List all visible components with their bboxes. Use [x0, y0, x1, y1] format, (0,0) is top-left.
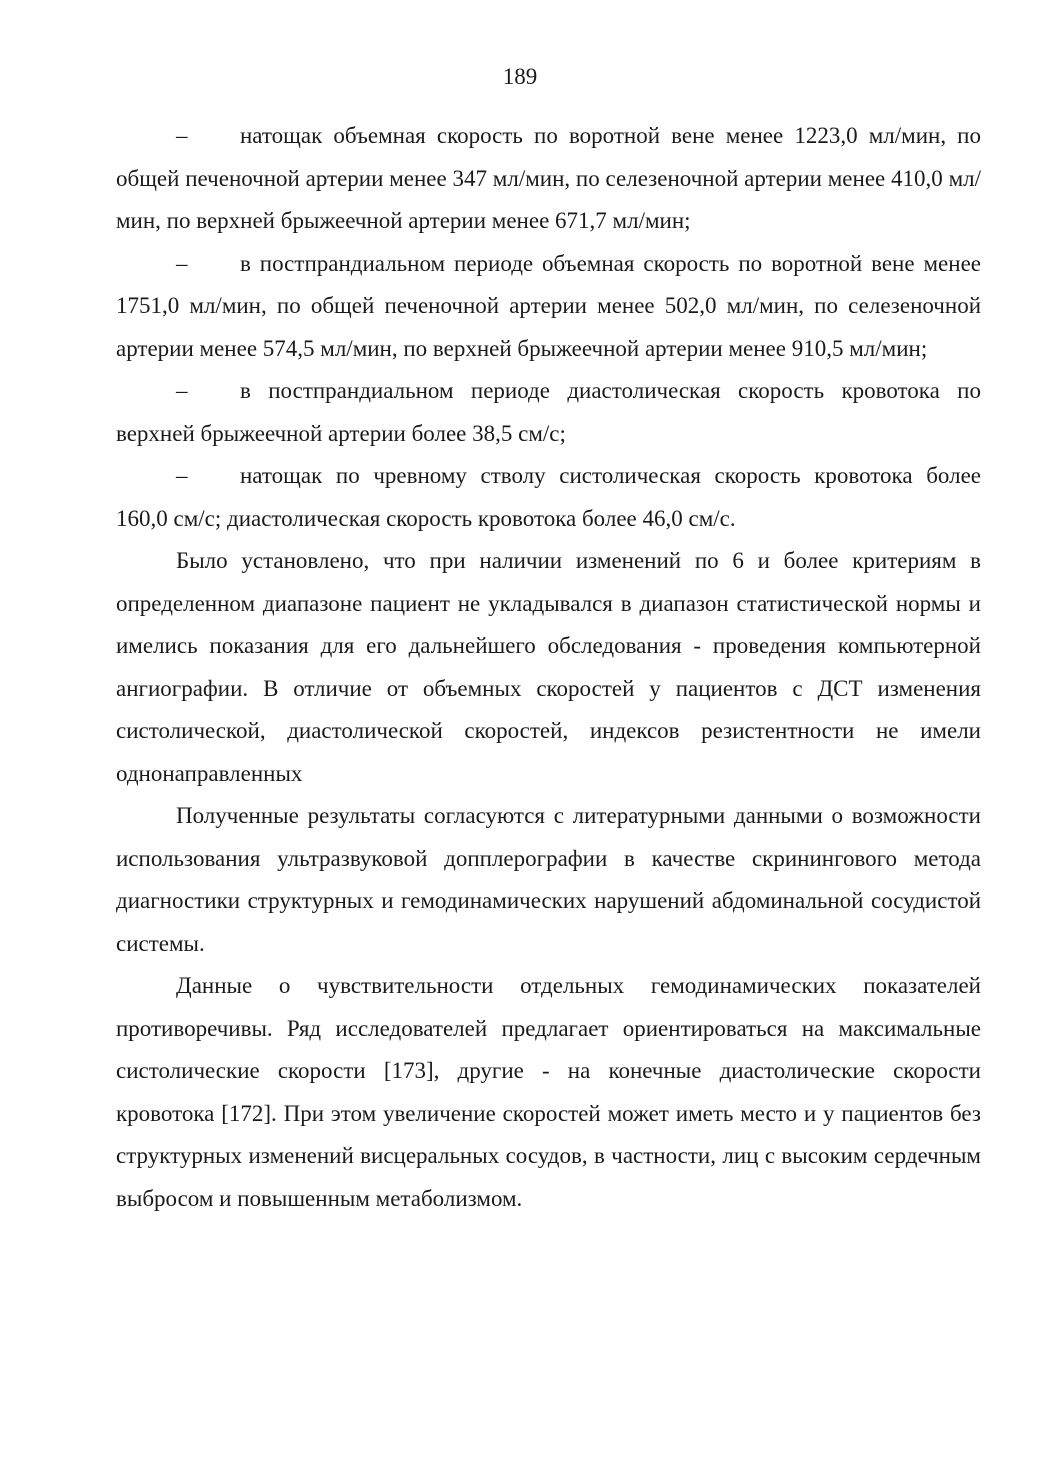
bullet-text: в постпрандиальном периоде объемная скорость по воротной вене менее 1751,0 мл/мин, по общей печеночной артерии менее 502,0 мл/мин, по селезеночной артерии менее 574,5 мл/мин, по верхней брыжеечной артерии менее 910,5 мл/мин; [116, 250, 981, 361]
bullet-text: в постпрандиальном периоде диастолическая скорость кровотока по верхней брыжеечной артерии более 38,5 см/с; [116, 378, 981, 446]
dash-marker: – [176, 463, 188, 488]
body-text [116, 115, 981, 1220]
paragraph: Данные о чувствительности отдельных гемодинамических показателей противоречивы. Ряд исследователей предлагает ориентироваться на максимальные систолические скорости [173], другие - на конечные диастолические скорости кровотока [172]. При этом увеличение скоростей может иметь место и у пациентов без структурных изменений висцеральных сосудов, в частности, лиц с высоким сердечным выбросом и повышенным метаболизмом. [116, 973, 981, 1211]
page-number: 189 [502, 64, 538, 89]
bullet-item [116, 243, 981, 371]
dash-marker: – [176, 250, 188, 276]
bullet-item [116, 115, 981, 243]
bullet-text: натощак по чревному стволу систолическая скорость кровотока более 160,0 см/с; диастолическая скорость кровотока более 46,0 см/с. [116, 463, 981, 531]
bullet-item [116, 455, 981, 540]
bullet-item [116, 370, 981, 455]
dash-marker: – [176, 123, 188, 148]
dash-marker: – [176, 378, 188, 403]
paragraph: Полученные результаты согласуются с литературными данными о возможности использования ультразвуковой допплерографии в качестве скринингового метода диагностики структурных и гемодинамических нарушений абдоминальной сосудистой системы. [116, 803, 981, 956]
bullet-text: натощак объемная скорость по воротной вене менее 1223,0 мл/мин, по общей печеночной артерии менее 347 мл/мин, по селезеночной артерии менее 410,0 мл/мин, по верхней брыжеечной артерии менее 671,7 мл/мин; [116, 123, 981, 233]
paragraph: Было установлено, что при наличии изменений по 6 и более критериям в определенном диапазоне пациент не укладывался в диапазон статистической нормы и имелись показания для его дальнейшего обследования - проведения компьютерной ангиографии. В отличие от объемных скоростей у пациентов с ДСТ изменения систолической, диастолической скоростей, индексов резистентности не имели однонаправленных [116, 548, 981, 786]
